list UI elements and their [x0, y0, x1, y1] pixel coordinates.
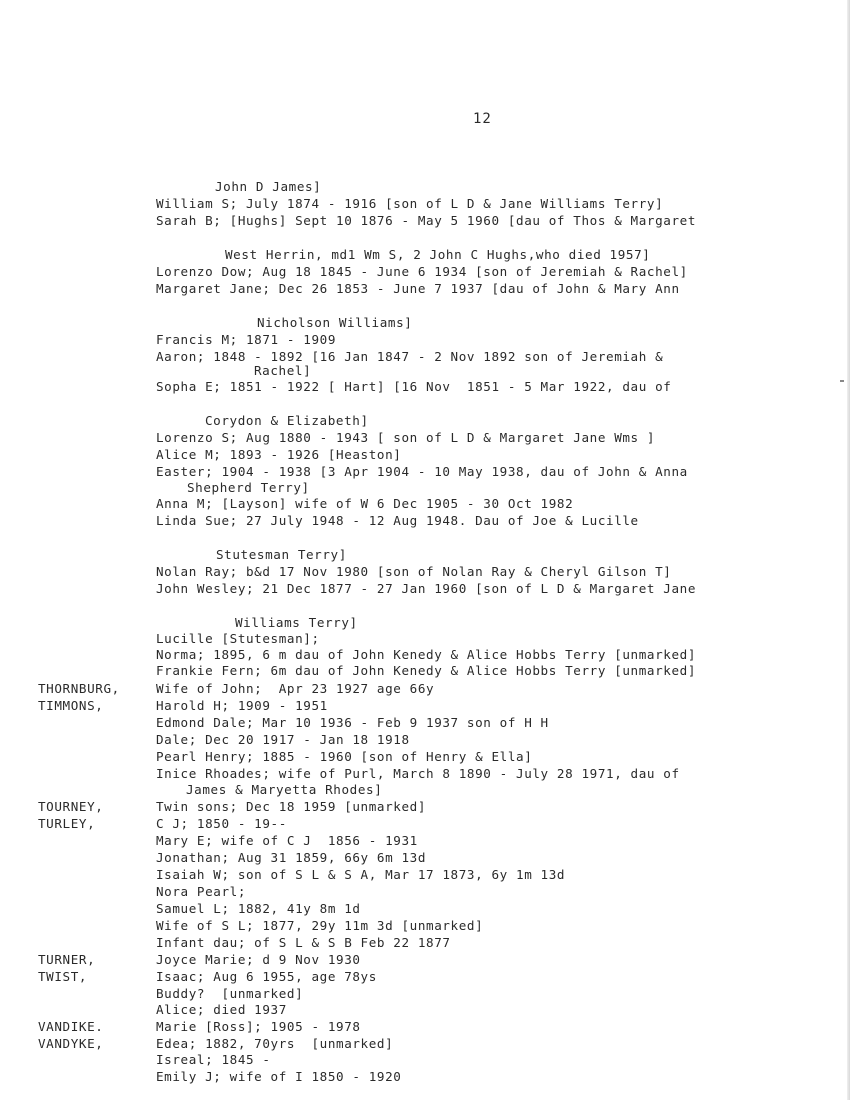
- entry-line: Alice; died 1937: [156, 1002, 287, 1017]
- entry-line: Alice M; 1893 - 1926 [Heaston]: [156, 447, 402, 462]
- entry-line: Margaret Jane; Dec 26 1853 - June 7 1937 [dau of John & Mary Ann: [156, 281, 680, 296]
- entry-line: Sopha E; 1851 - 1922 [ Hart] [16 Nov 1851 - 5 Mar 1922, dau of: [156, 379, 672, 394]
- entry-line: Aaron; 1848 - 1892 [16 Jan 1847 - 2 Nov 1892 son of Jeremiah &: [156, 349, 664, 364]
- entry-line: John Wesley; 21 Dec 1877 - 27 Jan 1960 [son of L D & Margaret Jane: [156, 581, 697, 596]
- entry-line: James & Maryetta Rhodes]: [186, 782, 383, 797]
- entry-line: Nolan Ray; b&d 17 Nov 1980 [son of Nolan Ray & Cheryl Gilson T]: [156, 564, 672, 579]
- entry-line: Lorenzo Dow; Aug 18 1845 - June 6 1934 [son of Jeremiah & Rachel]: [156, 264, 688, 279]
- entry-line: Inice Rhoades; wife of Purl, March 8 1890 - July 28 1971, dau of: [156, 766, 680, 781]
- entry-line: Stutesman Terry]: [216, 547, 347, 562]
- entry-line: Edea; 1882, 70yrs [unmarked]: [156, 1036, 394, 1051]
- surname-label: VANDYKE,: [38, 1036, 104, 1051]
- entry-line: Rachel]: [254, 363, 312, 378]
- entry-line: Mary E; wife of C J 1856 - 1931: [156, 833, 418, 848]
- entry-line: Marie [Ross]; 1905 - 1978: [156, 1019, 361, 1034]
- entry-line: Corydon & Elizabeth]: [205, 413, 369, 428]
- entry-line: Norma; 1895, 6 m dau of John Kenedy & Alice Hobbs Terry [unmarked]: [156, 647, 697, 662]
- surname-label: TOURNEY,: [38, 799, 104, 814]
- surname-label: THORNBURG,: [38, 681, 120, 696]
- entry-line: Lorenzo S; Aug 1880 - 1943 [ son of L D & Margaret Jane Wms ]: [156, 430, 656, 445]
- entry-line: West Herrin, md1 Wm S, 2 John C Hughs,who died 1957]: [225, 247, 651, 262]
- entry-line: Linda Sue; 27 July 1948 - 12 Aug 1948. Dau of Joe & Lucille: [156, 513, 639, 528]
- entry-line: Pearl Henry; 1885 - 1960 [son of Henry & Ella]: [156, 749, 533, 764]
- entry-line: Isreal; 1845 -: [156, 1052, 271, 1067]
- entry-line: Lucille [Stutesman];: [156, 631, 320, 646]
- entry-line: Joyce Marie; d 9 Nov 1930: [156, 952, 361, 967]
- entry-line: William S; July 1874 - 1916 [son of L D & Jane Williams Terry]: [156, 196, 664, 211]
- entry-line: Harold H; 1909 - 1951: [156, 698, 328, 713]
- entry-line: Infant dau; of S L & S B Feb 22 1877: [156, 935, 451, 950]
- entry-line: Emily J; wife of I 1850 - 1920: [156, 1069, 402, 1084]
- surname-label: TURNER,: [38, 952, 96, 967]
- surname-label: TWIST,: [38, 969, 88, 984]
- entry-line: Shepherd Terry]: [187, 480, 310, 495]
- entry-line: Samuel L; 1882, 41y 8m 1d: [156, 901, 361, 916]
- margin-mark: [840, 380, 844, 382]
- entry-line: Frankie Fern; 6m dau of John Kenedy & Alice Hobbs Terry [unmarked]: [156, 663, 697, 678]
- entry-line: Nora Pearl;: [156, 884, 247, 899]
- surname-label: TURLEY,: [38, 816, 96, 831]
- entry-line: Isaiah W; son of S L & S A, Mar 17 1873, 6y 1m 13d: [156, 867, 566, 882]
- entry-line: Sarah B; [Hughs] Sept 10 1876 - May 5 1960 [dau of Thos & Margaret: [156, 213, 697, 228]
- entry-line: Dale; Dec 20 1917 - Jan 18 1918: [156, 732, 410, 747]
- entry-line: C J; 1850 - 19--: [156, 816, 287, 831]
- entry-line: Williams Terry]: [235, 615, 358, 630]
- entry-line: Jonathan; Aug 31 1859, 66y 6m 13d: [156, 850, 427, 865]
- entry-line: Twin sons; Dec 18 1959 [unmarked]: [156, 799, 427, 814]
- entry-line: Buddy? [unmarked]: [156, 986, 304, 1001]
- entry-line: Wife of John; Apr 23 1927 age 66y: [156, 681, 435, 696]
- entry-line: Nicholson Williams]: [257, 315, 413, 330]
- entry-line: Edmond Dale; Mar 10 1936 - Feb 9 1937 son of H H: [156, 715, 549, 730]
- entry-line: John D James]: [215, 179, 322, 194]
- entry-line: Wife of S L; 1877, 29y 11m 3d [unmarked]: [156, 918, 484, 933]
- entry-line: Francis M; 1871 - 1909: [156, 332, 337, 347]
- surname-label: VANDIKE.: [38, 1019, 104, 1034]
- surname-label: TIMMONS,: [38, 698, 104, 713]
- entry-line: Anna M; [Layson] wife of W 6 Dec 1905 - 30 Oct 1982: [156, 496, 574, 511]
- page-number: 12: [473, 111, 492, 127]
- entry-line: Isaac; Aug 6 1955, age 78ys: [156, 969, 377, 984]
- entry-line: Easter; 1904 - 1938 [3 Apr 1904 - 10 May 1938, dau of John & Anna: [156, 464, 688, 479]
